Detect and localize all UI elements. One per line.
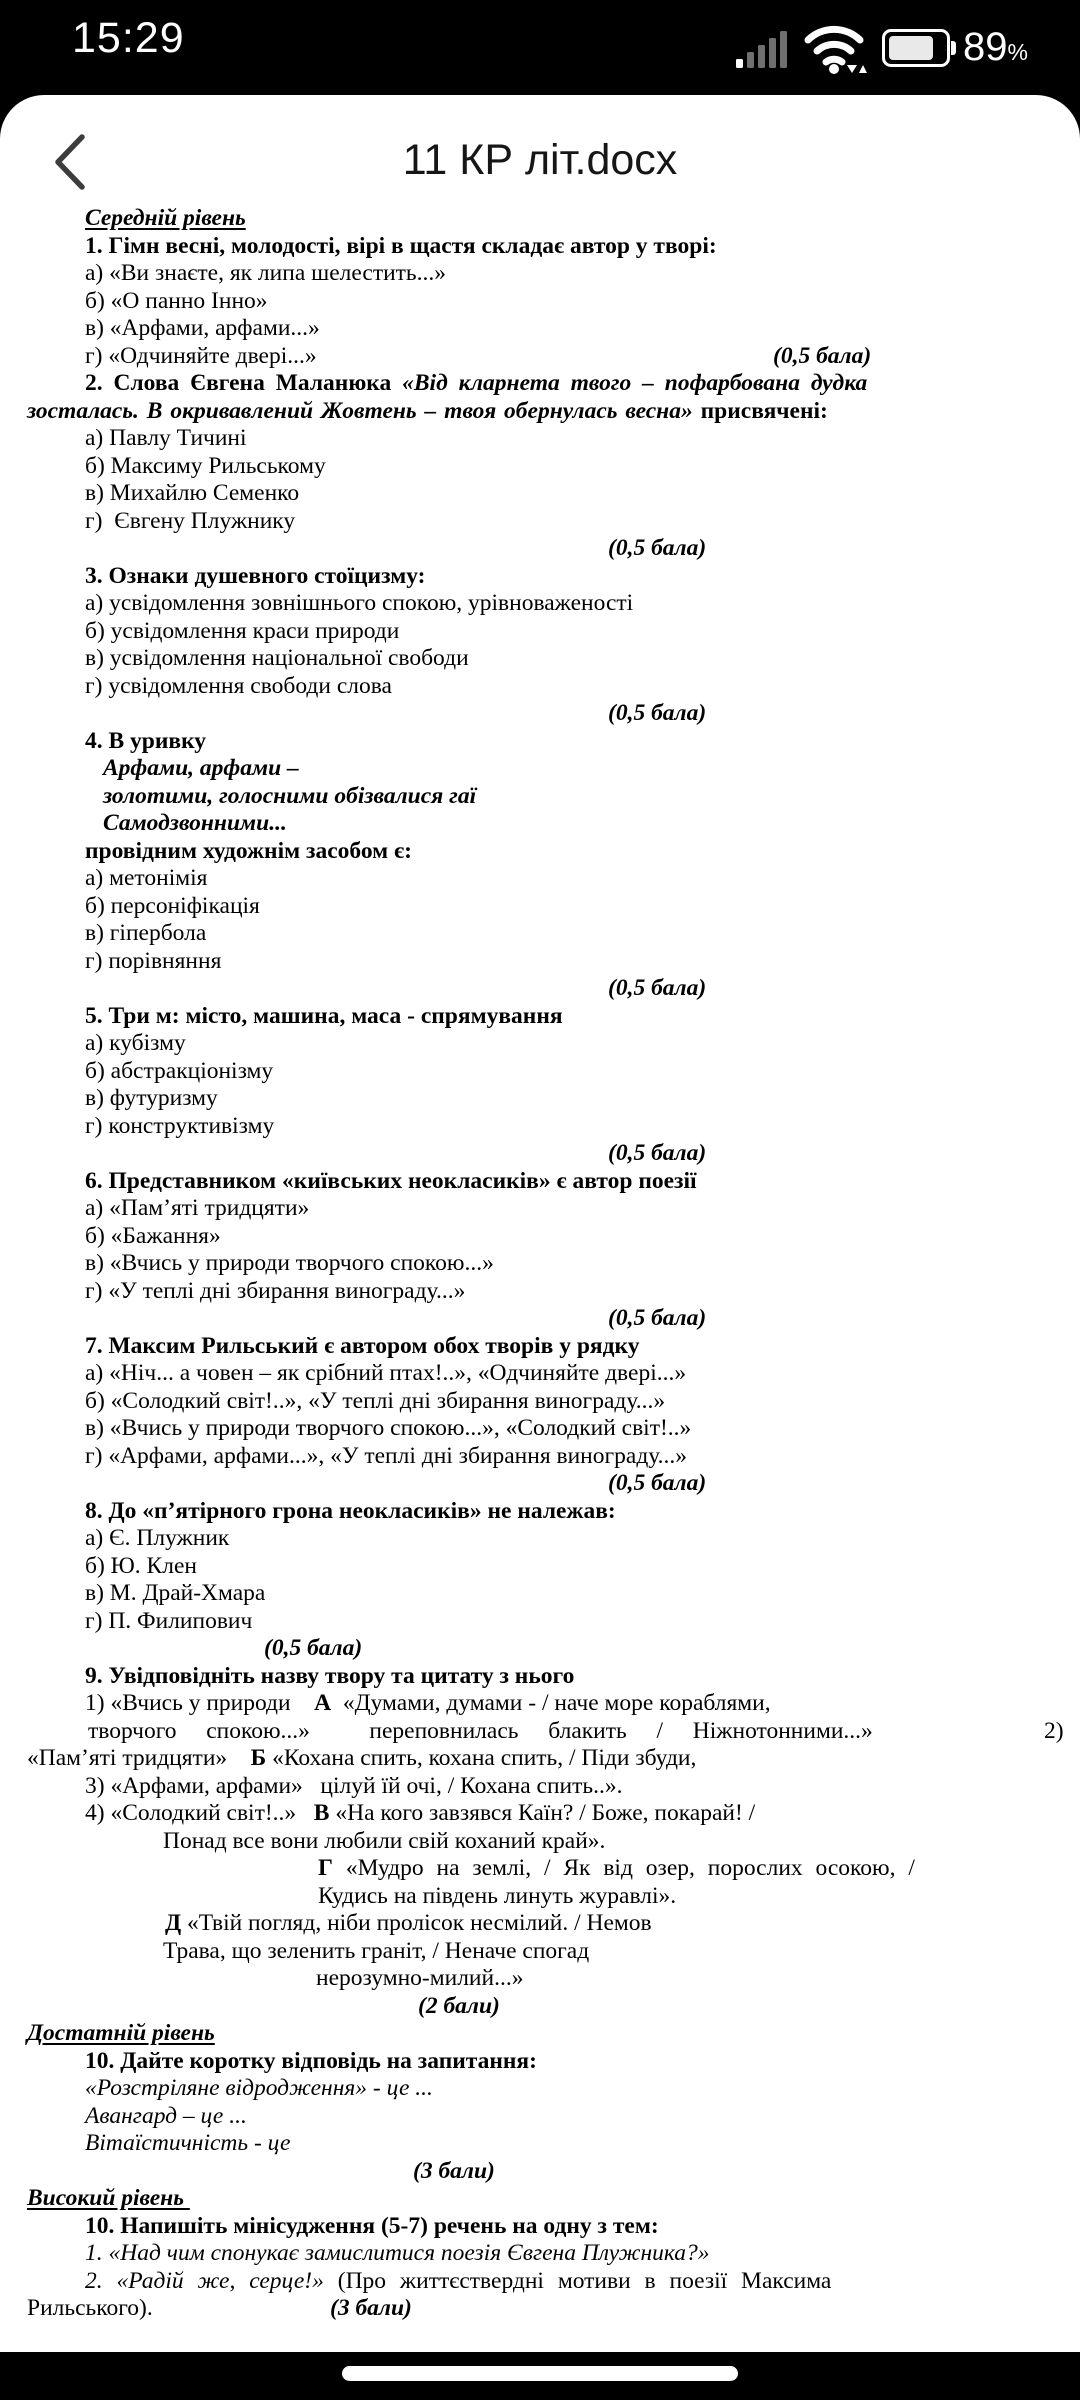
text-run: г) «Одчиняйте двері...» xyxy=(85,342,317,369)
doc-line xyxy=(27,398,1040,426)
text-run: провідним художнім засобом є: xyxy=(85,837,412,864)
doc-line xyxy=(27,2295,1040,2323)
doc-line xyxy=(85,893,1040,921)
text-run: (3 бали) xyxy=(413,2157,495,2184)
battery-percent xyxy=(963,25,1028,70)
wifi-icon xyxy=(803,21,869,75)
doc-line xyxy=(85,480,1040,508)
text-run: «Пам’яті тридцяти» xyxy=(27,1745,251,1771)
text-run: в) Михайлю Семенко xyxy=(85,480,300,506)
doc-line xyxy=(85,1058,1040,1086)
signal-icon xyxy=(736,28,790,68)
text-run: б) персоніфікація xyxy=(85,892,260,919)
doc-line xyxy=(103,810,1040,838)
text-run: (0,5 бала) xyxy=(608,1140,707,1166)
text-run: Трава, що зеленить граніт, / Неначе спогад xyxy=(163,1937,590,1964)
doc-line xyxy=(85,1525,1040,1553)
doc-line xyxy=(27,2020,1040,2048)
text-run: б) Ю. Клен xyxy=(85,1552,197,1579)
text-run: «Твій погляд, ніби пролісок несмілий. / Немов xyxy=(181,1910,652,1936)
document-title: 11 КР літ.docx xyxy=(402,136,678,184)
doc-line xyxy=(85,1415,1040,1443)
doc-line xyxy=(608,700,1040,728)
doc-line xyxy=(85,2268,1040,2296)
text-run: 1. «Над чим спонукає замислитися поезія Євгена Плужника?» xyxy=(85,2240,710,2266)
gesture-nav-bar xyxy=(0,2352,1080,2400)
text-run: Достатній рівень xyxy=(27,2020,215,2046)
text-run: в) «Вчись у природи творчого спокою...» xyxy=(85,1250,494,1276)
doc-line xyxy=(608,1140,1040,1168)
doc-line xyxy=(264,1635,1040,1663)
doc-line xyxy=(85,1388,1040,1416)
battery-fill xyxy=(889,36,933,60)
doc-line xyxy=(608,1305,1040,1333)
text-run: б) Максиму Рильському xyxy=(85,452,326,479)
text-run: 9. Увідповідніть назву твору та цитату з нього xyxy=(85,1662,575,1689)
text-run: присвячені: xyxy=(700,397,828,424)
doc-line xyxy=(85,1443,1040,1471)
doc-line xyxy=(85,2048,1040,2076)
battery-nub xyxy=(951,41,956,55)
text-run: В xyxy=(313,1800,330,1826)
doc-line xyxy=(85,205,1040,233)
doc-line xyxy=(418,1993,1040,2021)
doc-line xyxy=(103,755,1040,783)
text-run: г) «Арфами, арфами...», «У теплі дні збирання винограду...» xyxy=(85,1442,688,1469)
text-run: (Про життєствердні мотиви в поезії Максима xyxy=(337,2267,832,2294)
text-run: 1. Гімн весні, молодості, вірі в щастя складає автор у творі: xyxy=(85,232,717,259)
text-run: золотими, голосними обізвалися гаї xyxy=(103,782,477,809)
doc-line xyxy=(85,370,1040,398)
text-run: 5. Три м: місто, машина, маса - спрямування xyxy=(85,1002,563,1029)
text-run: (0,5 бала) xyxy=(608,700,707,726)
text-run: г) «У теплі дні збирання винограду...» xyxy=(85,1277,466,1304)
doc-line xyxy=(85,1113,1040,1141)
doc-line xyxy=(85,233,1040,261)
doc-line xyxy=(163,1938,1040,1966)
text-run: Г xyxy=(318,1855,333,1881)
text-run: Рильського). xyxy=(27,2295,153,2321)
text-run: (0,5 бала) xyxy=(608,975,707,1001)
doc-line xyxy=(85,260,1040,288)
doc-line xyxy=(85,1663,1040,1691)
text-run: а) «Пам’яті тридцяти» xyxy=(85,1195,310,1221)
text-run: Кудись на південь линуть журавлі». xyxy=(318,1882,677,1909)
text-run: б) усвідомлення краси природи xyxy=(85,617,400,644)
text-run: Б xyxy=(250,1745,267,1771)
doc-line xyxy=(608,535,1040,563)
doc-line xyxy=(85,453,1040,481)
text-run: 4) «Солодкий світ!..» xyxy=(85,1800,314,1826)
text-run: г) усвідомлення свободи слова xyxy=(85,672,392,699)
doc-line xyxy=(85,343,1040,371)
doc-line xyxy=(85,1690,1040,1718)
text-run: а) кубізму xyxy=(85,1030,186,1056)
text-run: (0,5 бала) xyxy=(264,1635,363,1661)
doc-line xyxy=(85,1223,1040,1251)
text-run: 2. «Радій же, серце!» xyxy=(85,2267,338,2294)
doc-line xyxy=(85,1250,1040,1278)
doc-line xyxy=(165,1910,1040,1938)
text-run: «На кого завзявся Каїн? / Боже, покарай! / xyxy=(329,1800,756,1826)
text-run: нерозумно-милий...» xyxy=(316,1965,524,1991)
doc-line xyxy=(85,865,1040,893)
text-run: Д xyxy=(165,1910,182,1936)
text-run: а) «Ви знаєте, як липа шелестить...» xyxy=(85,260,447,286)
doc-line xyxy=(85,1333,1040,1361)
doc-line xyxy=(85,1030,1040,1058)
text-run: А xyxy=(314,1690,332,1716)
doc-line xyxy=(85,425,1040,453)
text-run: (2 бали) xyxy=(418,1992,500,2019)
doc-line xyxy=(608,975,1040,1003)
doc-line xyxy=(85,1360,1040,1388)
text-run: «Кохана спить, кохана спить, / Піди збуди, xyxy=(266,1745,697,1771)
doc-line xyxy=(85,920,1040,948)
text-run: б) «Бажання» xyxy=(85,1222,221,1249)
doc-line xyxy=(85,2103,1040,2131)
doc-line xyxy=(318,1883,1040,1911)
doc-line xyxy=(85,1608,1040,1636)
doc-line xyxy=(85,2075,1040,2103)
text-run: а) Є. Плужник xyxy=(85,1525,230,1551)
battery-percent-value: 89 xyxy=(963,25,1008,69)
doc-line xyxy=(85,618,1040,646)
home-indicator[interactable] xyxy=(342,2366,738,2381)
doc-line xyxy=(85,1278,1040,1306)
text-run: б) «Солодкий світ!..», «У теплі дні збирання винограду...» xyxy=(85,1387,666,1414)
text-run: 2. Слова Євгена Маланюка xyxy=(85,370,403,396)
doc-line xyxy=(103,783,1040,811)
text-run: 8. До «п’ятірного грона неокласиків» не належав: xyxy=(85,1497,616,1524)
doc-line xyxy=(85,1773,1040,1801)
text-run: г) порівняння xyxy=(85,947,222,974)
text-run: 1) «Вчись у природи xyxy=(85,1690,315,1716)
text-run: а) «Ніч... а човен – як срібний птах!..», «Одчиняйте двері...» xyxy=(85,1360,687,1386)
text-run: б) «О панно Інно» xyxy=(85,287,268,314)
text-run: творчого спокою...» переповнилась блакить / Ніжнотонними...» xyxy=(88,1717,873,1744)
percent-sign: % xyxy=(1007,39,1028,65)
text-run: а) Павлу Тичині xyxy=(85,425,247,451)
doc-line xyxy=(85,1003,1040,1031)
battery-icon xyxy=(882,29,950,67)
doc-line xyxy=(85,2213,1040,2241)
doc-line xyxy=(85,508,1040,536)
doc-line xyxy=(27,2185,1040,2213)
doc-line xyxy=(85,288,1040,316)
text-run: г) Євгену Плужнику xyxy=(85,507,296,534)
doc-line xyxy=(163,1828,1040,1856)
doc-line xyxy=(85,1800,1040,1828)
text-run: в) гіпербола xyxy=(85,920,207,946)
status-bar xyxy=(0,0,1080,95)
text-run: зосталась. В окривавлений Жовтень – твоя обернулась весна» xyxy=(27,397,701,424)
doc-line xyxy=(85,315,1040,343)
text-run: а) усвідомлення зовнішнього спокою, урівноваженості xyxy=(85,590,634,616)
text-run: а) метонімія xyxy=(85,865,208,891)
doc-line xyxy=(85,1195,1040,1223)
text-run: (0,5 бала) xyxy=(608,1470,707,1496)
text-run: «Думами, думами - / наче море кораблями, xyxy=(331,1690,771,1716)
text-run: Понад все вони любили свій коханий край». xyxy=(163,1827,606,1854)
text-run: 4. В уривку xyxy=(85,727,207,754)
text-run: «Від кларнета твого – пофарбована дудка xyxy=(402,370,868,396)
text-run: «Розстріляне відродження» - це ... xyxy=(85,2075,433,2101)
document-page[interactable] xyxy=(27,205,1064,2352)
doc-line xyxy=(85,563,1040,591)
text-run: 7. Максим Рильський є автором обох творів у рядку xyxy=(85,1332,640,1359)
text-run: 10. Дайте коротку відповідь на запитання: xyxy=(85,2047,537,2074)
text-run: г) конструктивізму xyxy=(85,1112,275,1139)
doc-line xyxy=(85,2240,1040,2268)
text-run: Середній рівень xyxy=(85,205,246,231)
doc-line xyxy=(85,838,1040,866)
text-run: в) усвідомлення національної свободи xyxy=(85,645,469,671)
doc-line xyxy=(85,645,1040,673)
text-run: б) абстракціонізму xyxy=(85,1057,274,1084)
doc-line xyxy=(85,1580,1040,1608)
text-run: в) футуризму xyxy=(85,1085,218,1111)
doc-line xyxy=(316,1965,1040,1993)
doc-line xyxy=(85,948,1040,976)
score-annex: (0,5 бала) xyxy=(773,342,872,369)
doc-line xyxy=(27,1745,1040,1773)
text-run: (0,5 бала) xyxy=(608,1305,707,1331)
doc-line xyxy=(85,1498,1040,1526)
text-run: 10. Напишіть мінісудження (5-7) речень на одну з тем: xyxy=(85,2212,659,2239)
score-annex: 2) xyxy=(1044,1717,1064,1744)
text-run: 3) «Арфами, арфами» цілуй їй очі, / Кохана спить..». xyxy=(85,1772,623,1799)
doc-line xyxy=(608,1470,1040,1498)
text-run: Арфами, арфами – xyxy=(103,755,299,781)
doc-line xyxy=(85,673,1040,701)
doc-line xyxy=(318,1855,1040,1883)
text-run: Вітаїстичність - це xyxy=(85,2130,291,2156)
text-run: Самодзвонними... xyxy=(103,810,287,836)
text-run: в) «Вчись у природи творчого спокою...», «Солодкий світ!..» xyxy=(85,1415,692,1441)
doc-line xyxy=(413,2158,1040,2186)
document-viewer-card xyxy=(0,95,1080,2352)
doc-line xyxy=(85,2130,1040,2158)
doc-line xyxy=(85,1168,1040,1196)
score-annex: (3 бали) xyxy=(330,2295,412,2321)
text-run: (0,5 бала) xyxy=(608,535,707,561)
doc-line xyxy=(88,1717,1064,1746)
text-run: Високий рівень xyxy=(27,2185,190,2211)
doc-line xyxy=(85,728,1040,756)
text-run: «Мудро на землі, / Як від озер, порослих осокою, / xyxy=(332,1855,915,1881)
doc-line xyxy=(85,590,1040,618)
text-run: в) «Арфами, арфами...» xyxy=(85,315,320,341)
doc-line xyxy=(85,1085,1040,1113)
text-run: г) П. Филипович xyxy=(85,1607,253,1634)
text-run: в) М. Драй-Хмара xyxy=(85,1580,266,1606)
text-run: 6. Представником «київських неокласиків» є автор поезії xyxy=(85,1167,697,1194)
clock: 15:29 xyxy=(72,14,185,62)
text-run: 3. Ознаки душевного стоїцизму: xyxy=(85,562,426,589)
text-run: Авангард – це ... xyxy=(85,2102,247,2129)
doc-line xyxy=(85,1553,1040,1581)
status-icons xyxy=(736,0,1028,95)
